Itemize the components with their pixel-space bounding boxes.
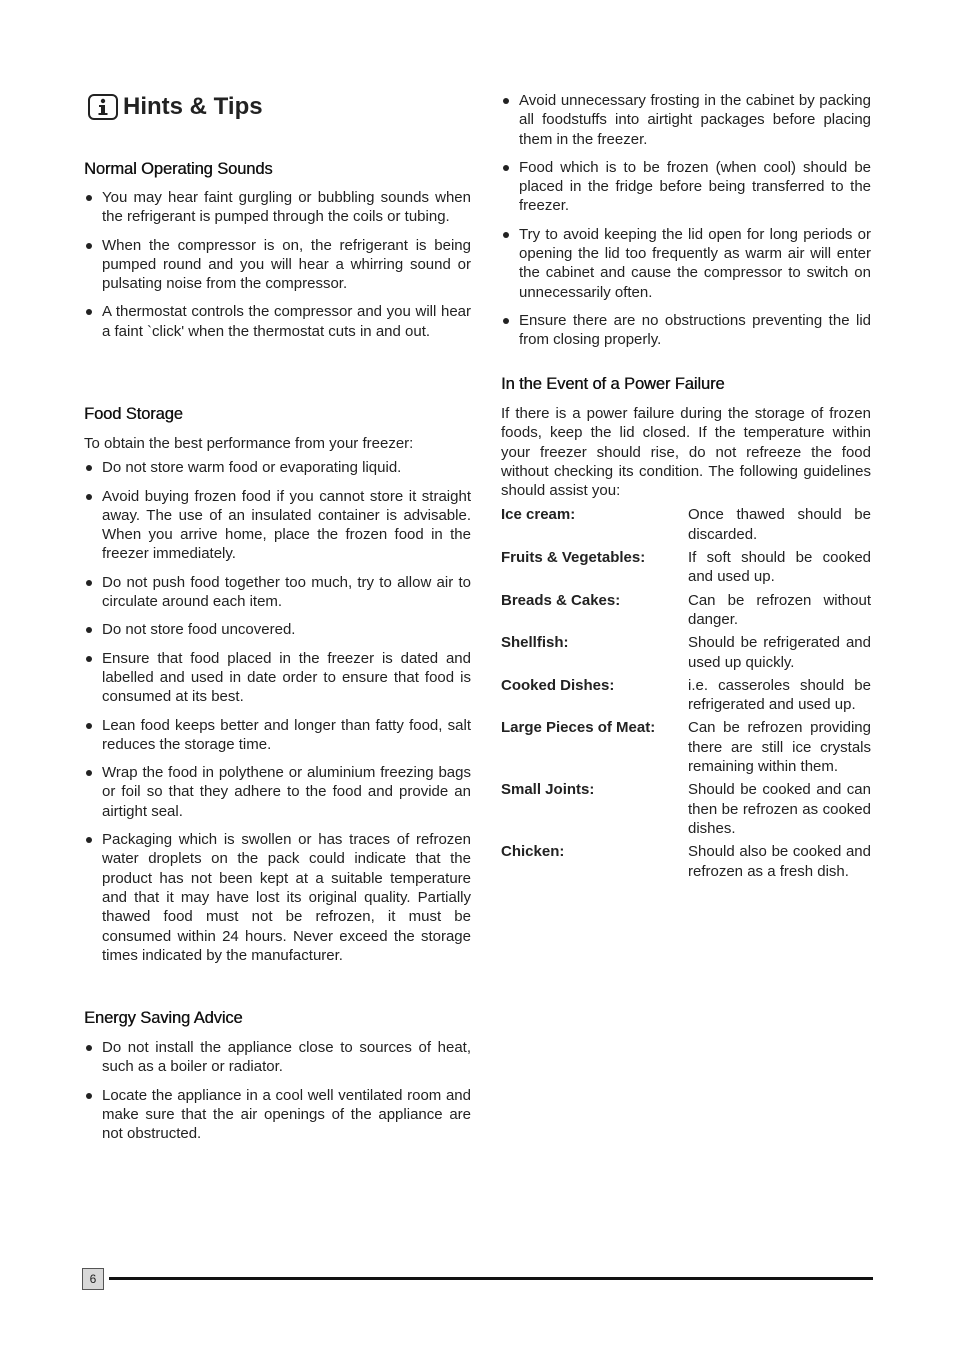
list-item: Do not store food uncovered. (84, 620, 471, 639)
table-row (501, 676, 871, 719)
list-item: Avoid unnecessary frosting in the cabinet by packing all foodstuffs into airtight packages before placing them in the freezer. (501, 91, 871, 149)
power-failure-guide-table (501, 505, 871, 884)
table-row (501, 505, 871, 548)
guide-term: Ice cream: (501, 506, 576, 524)
list-item: Ensure that food placed in the freezer is dated and labelled and used in date order to ensure that food is consumed at its best. (84, 649, 471, 707)
guide-desc: Should be cooked and can then be refrozen as cooked dishes. (688, 781, 871, 837)
normal-sounds-heading: Normal Operating Sounds (84, 160, 273, 178)
guide-term: Shellfish: (501, 634, 569, 652)
footer-divider (109, 1277, 873, 1280)
food-storage-intro: To obtain the best performance from your freezer: (84, 435, 414, 452)
list-item: Packaging which is swollen or has traces of refrozen water droplets on the pack could indicate that the product has not been kept at a suitable temperature and that it may have lost its original quality. Partially thawed food must not be refrozen, it must be consumed within 24 hours. Never exceed the storage times indicated by the manufacturer. (84, 830, 471, 965)
power-failure-section (501, 375, 871, 885)
list-item: Do not push food together too much, try to allow air to circulate around each item. (84, 573, 471, 612)
energy-continued-list (501, 91, 871, 350)
table-row (501, 548, 871, 591)
table-row (501, 591, 871, 634)
guide-desc: Once thawed should be discarded. (688, 506, 871, 543)
power-failure-heading: In the Event of a Power Failure (501, 375, 725, 393)
table-row (501, 718, 871, 780)
guide-desc: Can be refrozen providing there are still ice crystals remaining within them. (688, 719, 871, 776)
table-row (501, 633, 871, 676)
guide-desc: i.e. casseroles should be refrigerated and used up. (688, 676, 871, 714)
info-icon (88, 94, 118, 120)
guide-desc: Can be refrozen without danger. (688, 591, 871, 628)
table-row (501, 842, 871, 885)
list-item: Do not store warm food or evaporating liquid. (84, 458, 471, 477)
list-item: Food which is to be frozen (when cool) should be placed in the fridge before being transferred to the freezer. (501, 158, 871, 216)
list-item: Locate the appliance in a cool well ventilated room and make sure that the air openings of the appliance are not obstructed. (84, 1086, 471, 1144)
list-item: Try to avoid keeping the lid open for long periods or opening the lid too frequently as warm air will enter the cabinet and cause the compressor to switch on unnecessarily often. (501, 225, 871, 302)
food-storage-heading: Food Storage (84, 405, 183, 423)
list-item: Do not install the appliance close to sources of heat, such as a boiler or radiator. (84, 1038, 471, 1077)
guide-term: Breads & Cakes: (501, 591, 621, 609)
list-item: Wrap the food in polythene or aluminium freezing bags or foil so that they adhere to the food and provide an airtight seal. (84, 763, 471, 821)
guide-desc: Should also be cooked and refrozen as a fresh dish. (688, 843, 871, 880)
page-number: 6 (82, 1268, 104, 1290)
normal-sounds-list (84, 188, 471, 341)
power-failure-intro: If there is a power failure during the storage of frozen foods, keep the lid closed. If the temperature within your freezer should rise, do not refreeze the food without checking its condition. The following guidelines should assist you: (501, 405, 871, 500)
list-item: A thermostat controls the compressor and you will hear a faint `click' when the thermostat cuts in and out. (84, 302, 471, 341)
normal-sounds-section (84, 160, 471, 350)
energy-list (84, 1038, 471, 1143)
guide-term: Large Pieces of Meat: (501, 719, 656, 737)
list-item: You may hear faint gurgling or bubbling sounds when the refrigerant is pumped through the coils or tubing. (84, 188, 471, 227)
page-title: Hints & Tips (123, 93, 263, 120)
energy-heading: Energy Saving Advice (84, 1009, 243, 1027)
guide-term: Small Joints: (501, 781, 595, 799)
list-item: When the compressor is on, the refrigerant is being pumped round and you will hear a whirring sound or pulsating noise from the compressor. (84, 236, 471, 294)
page-header (88, 93, 263, 121)
guide-term: Chicken: (501, 843, 565, 861)
energy-continued-section (501, 91, 871, 359)
food-storage-list (84, 458, 471, 965)
list-item: Ensure there are no obstructions preventing the lid from closing properly. (501, 311, 871, 350)
table-row (501, 780, 871, 842)
guide-term: Fruits & Vegetables: (501, 549, 646, 567)
guide-desc: If soft should be cooked and used up. (688, 549, 871, 586)
guide-term: Cooked Dishes: (501, 676, 615, 694)
energy-section (84, 1009, 471, 1152)
list-item: Avoid buying frozen food if you cannot store it straight away. The use of an insulated container is advisable. When you arrive home, place the frozen food in the freezer immediately. (84, 487, 471, 564)
guide-desc: Should be refrigerated and used up quickly. (688, 634, 871, 671)
food-storage-section (84, 405, 471, 974)
list-item: Lean food keeps better and longer than fatty food, salt reduces the storage time. (84, 716, 471, 755)
